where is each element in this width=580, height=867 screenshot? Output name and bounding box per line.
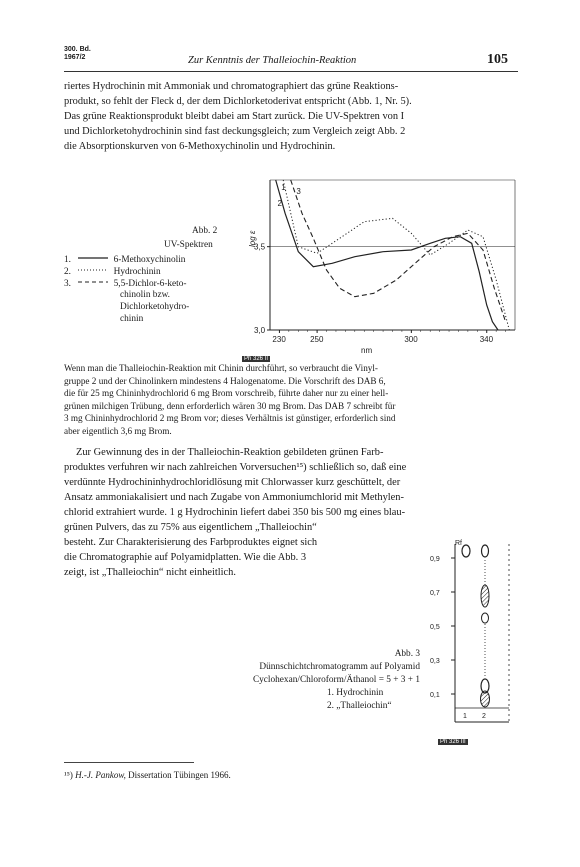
- legend-cont: Dichlorketohydro-: [120, 302, 190, 312]
- legend-num: 3.: [64, 279, 71, 289]
- chart-labels: [278, 183, 302, 208]
- x-axis-label: nm: [361, 346, 373, 355]
- footnote: [64, 770, 231, 780]
- spot-lane2-mid-hatched: [481, 585, 489, 607]
- paragraph-3-cont: [64, 520, 414, 580]
- uv-spectra-chart: [240, 170, 520, 360]
- text-line: aber eigentlich 3,6 mg Brom.: [64, 425, 172, 436]
- spot-lane2-small: [482, 613, 489, 623]
- chart-axes: [254, 180, 515, 344]
- legend-label: Hydrochinin: [113, 267, 161, 277]
- text-line: grünen milchigen Trübung, denn erforderlich wären 30 mg Brom. Das DAB 7 schreibt für: [64, 400, 396, 411]
- figure-3-tag: [438, 730, 468, 748]
- text-line: gruppe 2 und der Chinolinkern mindestens 4 Halogenatome. Die Vorschrift des DAB 6,: [64, 375, 386, 386]
- text-line: Zur Gewinnung des in der Thalleiochin-Reaktion gebildeten grünen Farb-: [76, 447, 384, 458]
- figure-3-title: Abb. 3: [394, 649, 420, 659]
- text-line: verdünnte Hydrochininhydrochloridlösung mit Chlorwasser kurz geschüttelt, der: [64, 477, 401, 488]
- figure-3-line: Dünnschichtchromatogramm auf Polyamid: [259, 662, 420, 672]
- dotted-line-swatch: [78, 266, 108, 274]
- issue-label: 1967/2: [64, 54, 86, 61]
- legend-item-1: [64, 254, 185, 267]
- footnote-marker: ¹⁵): [64, 770, 73, 780]
- legend-num: 2.: [64, 267, 71, 277]
- legend-cont: chinin: [120, 314, 144, 324]
- text-line: Ansatz ammoniakalisiert und nach Zugabe von Ammoniumchlorid mit Methylen-: [64, 492, 404, 503]
- figure-3-caption: [180, 648, 420, 687]
- text-line: riertes Hydrochinin mit Ammoniak und chromatographiert das grüne Reaktions-: [64, 81, 399, 92]
- rf-ticks: [430, 556, 455, 699]
- header-rule: [64, 71, 518, 72]
- legend-label: 6-Methoxychinolin: [113, 255, 186, 265]
- footnote-author: H.-J. Pankow,: [75, 770, 126, 780]
- text-line: zeigt, ist „Thalleiochin“ nicht einheitlich.: [64, 567, 236, 578]
- rf-tick-label: 0,9: [430, 556, 440, 563]
- legend-item-3: [64, 278, 187, 291]
- curve-label-1: 1: [281, 183, 286, 192]
- footnote-text: Dissertation Tübingen 1966.: [128, 770, 231, 780]
- figure-3-items: [327, 687, 392, 713]
- text-line: die Chromatographie auf Polyamidplatten. Wie die Abb. 3: [64, 552, 307, 563]
- dashed-line-swatch: [78, 278, 108, 286]
- figure-3-item: 1. Hydrochinin: [327, 688, 384, 698]
- figure-tag: Ph 326 II: [244, 356, 269, 362]
- page-number: 105: [487, 52, 508, 67]
- spot-lane2-start-hatched: [481, 691, 490, 707]
- paragraph-3: [64, 445, 518, 520]
- solid-line-swatch: [78, 254, 108, 262]
- series-line-methoxychinolin: [276, 180, 498, 330]
- text-line: chlorid extrahiert wurde. 1 g Hydrochinin liefert dabei 350 bis 500 mg eines blau-: [64, 507, 406, 518]
- text-line: produktes verfuhren wir nach zahlreichen Vorversuchen¹⁵) schließlich so, daß eine: [64, 462, 407, 473]
- text-line: produkt, so fehlt der Fleck d, der dem Dichlorketoderivat entspricht (Abb. 1, Nr. 5).: [64, 96, 412, 107]
- figure-3-item: 2. „Thalleiochin“: [327, 701, 392, 711]
- text-line: Das grüne Reaktionsprodukt bleibt dabei am Start zurück. Die UV-Spektren von I: [64, 111, 405, 122]
- lane-label-2: 2: [482, 713, 486, 720]
- figure-3-line: Cyclohexan/Chloroform/Äthanol = 5 + 3 + 1: [252, 675, 420, 685]
- text-line: Wenn man die Thalleiochin-Reaktion mit Chinin durchführt, so verbraucht die Vinyl-: [64, 363, 378, 373]
- legend-num: 1.: [64, 255, 71, 265]
- rf-tick-label: 0,5: [430, 624, 440, 631]
- tlc-plate: [425, 536, 515, 738]
- lane-label-1: 1: [463, 713, 467, 720]
- text-line: besteht. Zur Charakterisierung des Farbproduktes eignet sich: [64, 537, 318, 548]
- legend-cont: chinolin bzw.: [120, 290, 171, 300]
- text-line: grünen Pulvers, das zu 75% aus eigentlichem „Thalleiochin“: [64, 522, 317, 533]
- text-line: die für 25 mg Chininhydrochlorid 6 mg Brom vorschreib, führte daher nur zu einer hell-: [64, 388, 389, 399]
- figure-2-subtitle: UV-Spektren: [164, 240, 213, 250]
- legend-item-2: [64, 266, 161, 279]
- curve-label-3: 3: [296, 187, 301, 196]
- paragraph-1: [64, 79, 518, 169]
- chart-series: [276, 180, 510, 330]
- x-tick-label: 340: [479, 335, 494, 344]
- figure-2-title: Abb. 2: [192, 226, 218, 236]
- figure-tag: Ph 326 III: [440, 739, 466, 745]
- y-tick-label: 3,0: [254, 326, 266, 335]
- spot-lane2-top: [482, 545, 489, 557]
- spot-lane1-top: [462, 545, 470, 557]
- y-axis-label: log ε: [248, 230, 257, 247]
- running-title: Zur Kenntnis der Thalleiochin-Reaktion: [188, 55, 357, 66]
- rf-tick-label: 0,3: [430, 658, 440, 665]
- paragraph-2: [64, 362, 518, 438]
- rf-axis-label: Rf: [455, 540, 462, 547]
- x-tick-label: 230: [272, 335, 286, 344]
- legend-label: 5,5-Dichlor-6-keto-: [113, 279, 187, 289]
- x-tick-label: 250: [310, 335, 324, 344]
- rf-tick-label: 0,1: [430, 692, 440, 699]
- curve-label-2: 2: [277, 199, 282, 208]
- x-tick-label: 300: [404, 335, 418, 344]
- text-line: die Absorptionskurven von 6-Methoxychinolin und Hydrochinin.: [64, 141, 336, 152]
- volume-label: 300. Bd.: [64, 46, 91, 53]
- y-tick-label: 3,5: [254, 242, 266, 252]
- journal-volume: [64, 46, 91, 62]
- text-line: und Dichlorketohydrochinin sind fast deckungsgleich; zum Vergleich zeigt Abb. 2: [64, 126, 406, 137]
- footnote-rule: [64, 762, 194, 763]
- rf-tick-label: 0,7: [430, 590, 440, 597]
- text-line: 3 mg Chininhydrochlorid 2 mg Brom vor; dieses Verhältnis ist günstiger, erforderlich sind: [64, 413, 396, 424]
